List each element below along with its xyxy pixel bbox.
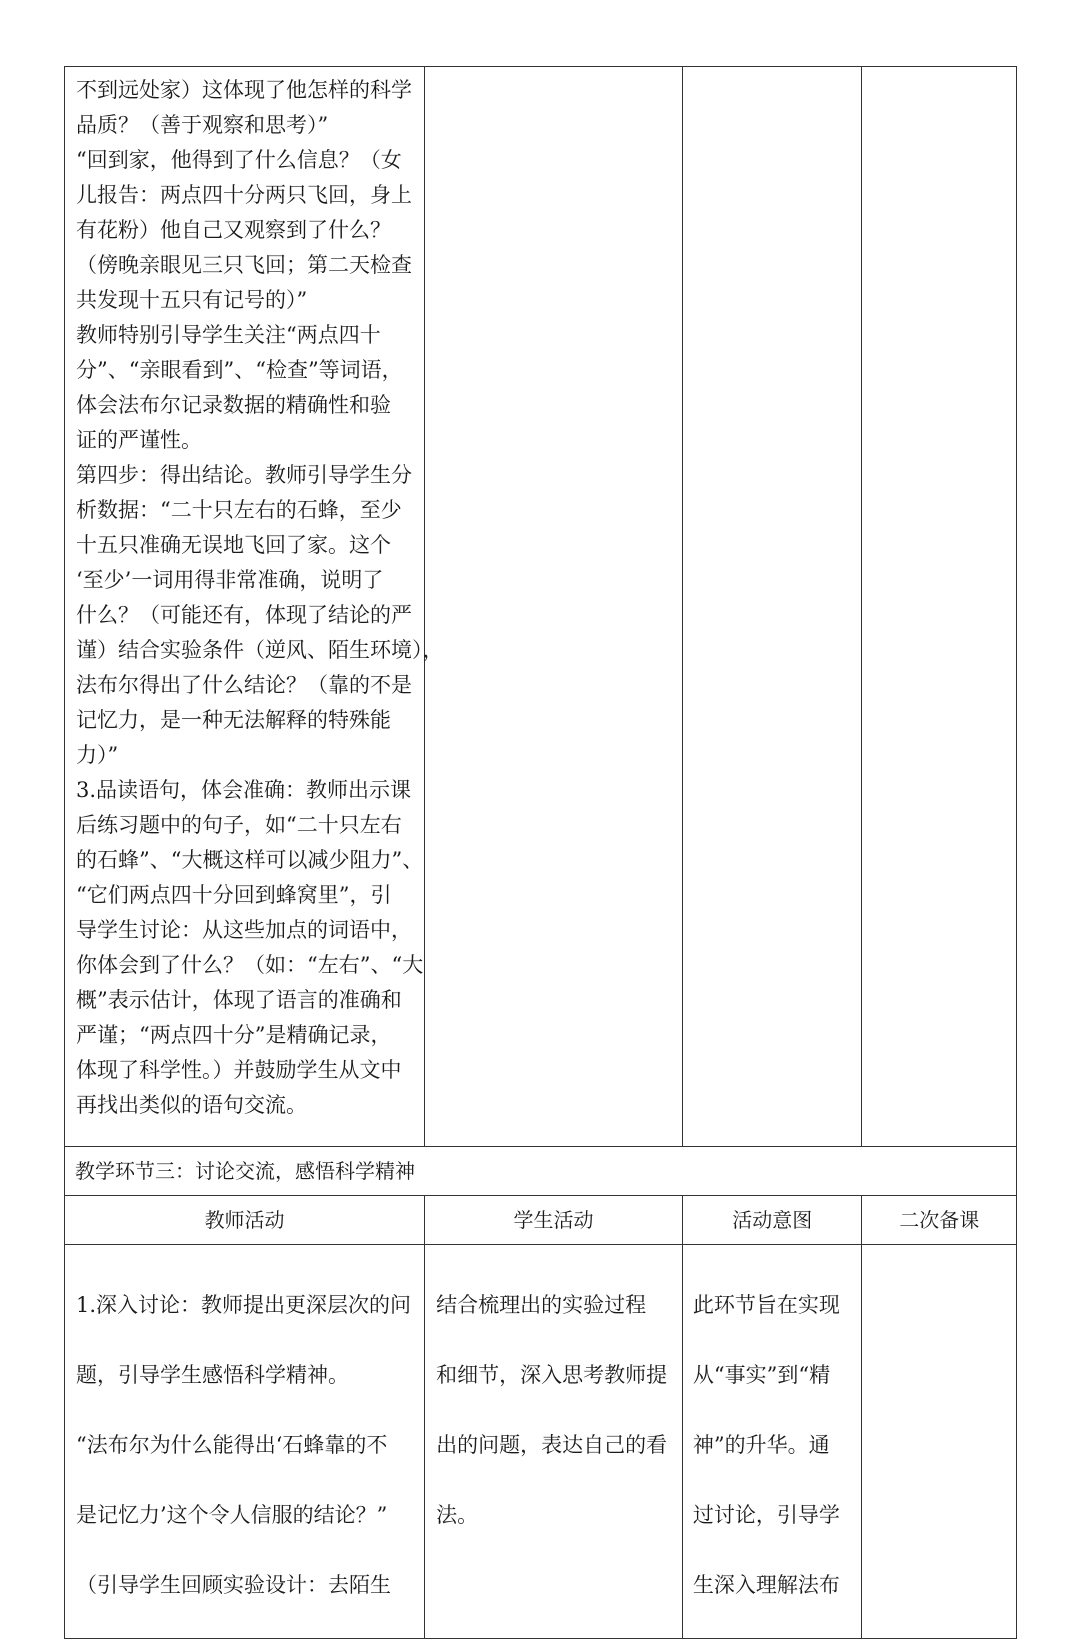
- text-line: 和细节，深入思考教师提: [436, 1363, 668, 1387]
- text-line: 谨）结合实验条件（逆风、陌生环境），: [76, 638, 444, 662]
- text-line: 过讨论，引导学: [692, 1503, 840, 1527]
- header-activity-intent: 活动意图: [682, 1196, 862, 1245]
- text-line: 结合梳理出的实验过程: [436, 1293, 647, 1317]
- student-activity-cell: [425, 1245, 683, 1639]
- text-line: “回到家，他得到了什么信息？（女: [76, 148, 402, 172]
- text-line: 后练习题中的句子，如“二十只左右: [76, 813, 402, 837]
- text-line: 的石蜂”、“大概这样可以减少阻力”、: [76, 848, 424, 872]
- text-line: 1.深入讨论：教师提出更深层次的问: [76, 1293, 412, 1317]
- section-title-row: [65, 1147, 1017, 1196]
- teacher-activity-cell: [65, 67, 444, 1147]
- text-line: 证的严谨性。: [76, 428, 202, 452]
- section-title: 教学环节三：讨论交流，感悟科学精神: [65, 1147, 1017, 1196]
- second-prep-cell: [862, 67, 1017, 1147]
- text-line: “它们两点四十分回到蜂窝里”，引: [76, 883, 392, 907]
- activity-intent-cell: [682, 1245, 862, 1639]
- continued-activity-row: [65, 67, 1017, 1147]
- text-line: 从“事实”到“精: [692, 1363, 831, 1387]
- text-line: 体会法布尔记录数据的精确性和验: [76, 393, 391, 417]
- teacher-activity-cell: [65, 1245, 425, 1639]
- text-line: “法布尔为什么能得出‘石蜂靠的不: [76, 1433, 388, 1457]
- lesson-plan-table: [64, 66, 1017, 1639]
- text-line: （傍晚亲眼见三只飞回；第二天检查: [76, 253, 412, 277]
- text-line: 教师特别引导学生关注“两点四十: [76, 323, 381, 347]
- text-line: 儿报告：两点四十分两只飞回，身上: [76, 183, 412, 207]
- text-line: 神”的升华。通: [692, 1433, 830, 1457]
- text-line: 题，引导学生感悟科学精神。: [76, 1363, 349, 1387]
- column-header-row: [65, 1196, 1017, 1245]
- text-line: 力）”: [76, 743, 119, 767]
- header-student-activity: 学生活动: [425, 1196, 683, 1245]
- text-line: 导学生讨论：从这些加点的词语中，: [76, 918, 412, 942]
- text-line: ‘至少’一词用得非常准确，说明了: [76, 568, 384, 592]
- text-line: （引导学生回顾实验设计：去陌生: [76, 1573, 391, 1597]
- text-line: 再找出类似的语句交流。: [76, 1093, 307, 1117]
- text-line: 出的问题，表达自己的看: [436, 1433, 668, 1457]
- text-line: 什么？（可能还有，体现了结论的严: [76, 603, 412, 627]
- header-second-prep: 二次备课: [862, 1196, 1017, 1245]
- text-line: 法。: [436, 1503, 479, 1527]
- text-line: 严谨；“两点四十分”是精确记录，: [76, 1023, 392, 1047]
- text-line: 概”表示估计，体现了语言的准确和: [76, 988, 402, 1012]
- text-line: 析数据：“二十只左右的石蜂，至少: [76, 498, 402, 522]
- lesson-plan-page: [64, 66, 1017, 1639]
- text-line: 法布尔得出了什么结论？（靠的不是: [76, 673, 412, 697]
- second-prep-cell: [862, 1245, 1017, 1639]
- text-line: 体现了科学性。）并鼓励学生从文中: [76, 1058, 402, 1082]
- text-line: 不到远处家）这体现了他怎样的科学: [76, 78, 412, 102]
- text-line: 记忆力，是一种无法解释的特殊能: [76, 708, 391, 732]
- header-teacher-activity: 教师活动: [65, 1196, 425, 1245]
- activity-intent-cell: [682, 67, 862, 1147]
- text-line: 生深入理解法布: [692, 1573, 840, 1597]
- student-activity-cell: [425, 67, 683, 1147]
- text-line: 第四步：得出结论。教师引导学生分: [76, 463, 412, 487]
- text-line: 共发现十五只有记号的）”: [76, 288, 308, 312]
- text-line: 你体会到了什么？（如：“左右”、“大: [76, 953, 424, 977]
- discussion-row: [65, 1245, 1017, 1639]
- text-line: 3.品读语句，体会准确：教师出示课: [76, 778, 412, 802]
- text-line: 十五只准确无误地飞回了家。这个: [76, 533, 391, 557]
- text-line: 分”、“亲眼看到”、“检查”等词语，: [76, 358, 403, 382]
- text-line: 此环节旨在实现: [692, 1293, 840, 1317]
- text-line: 有花粉）他自己又观察到了什么？: [76, 218, 391, 242]
- text-line: 品质？（善于观察和思考）”: [76, 113, 329, 137]
- text-line: 是记忆力’这个令人信服的结论？”: [76, 1503, 388, 1527]
